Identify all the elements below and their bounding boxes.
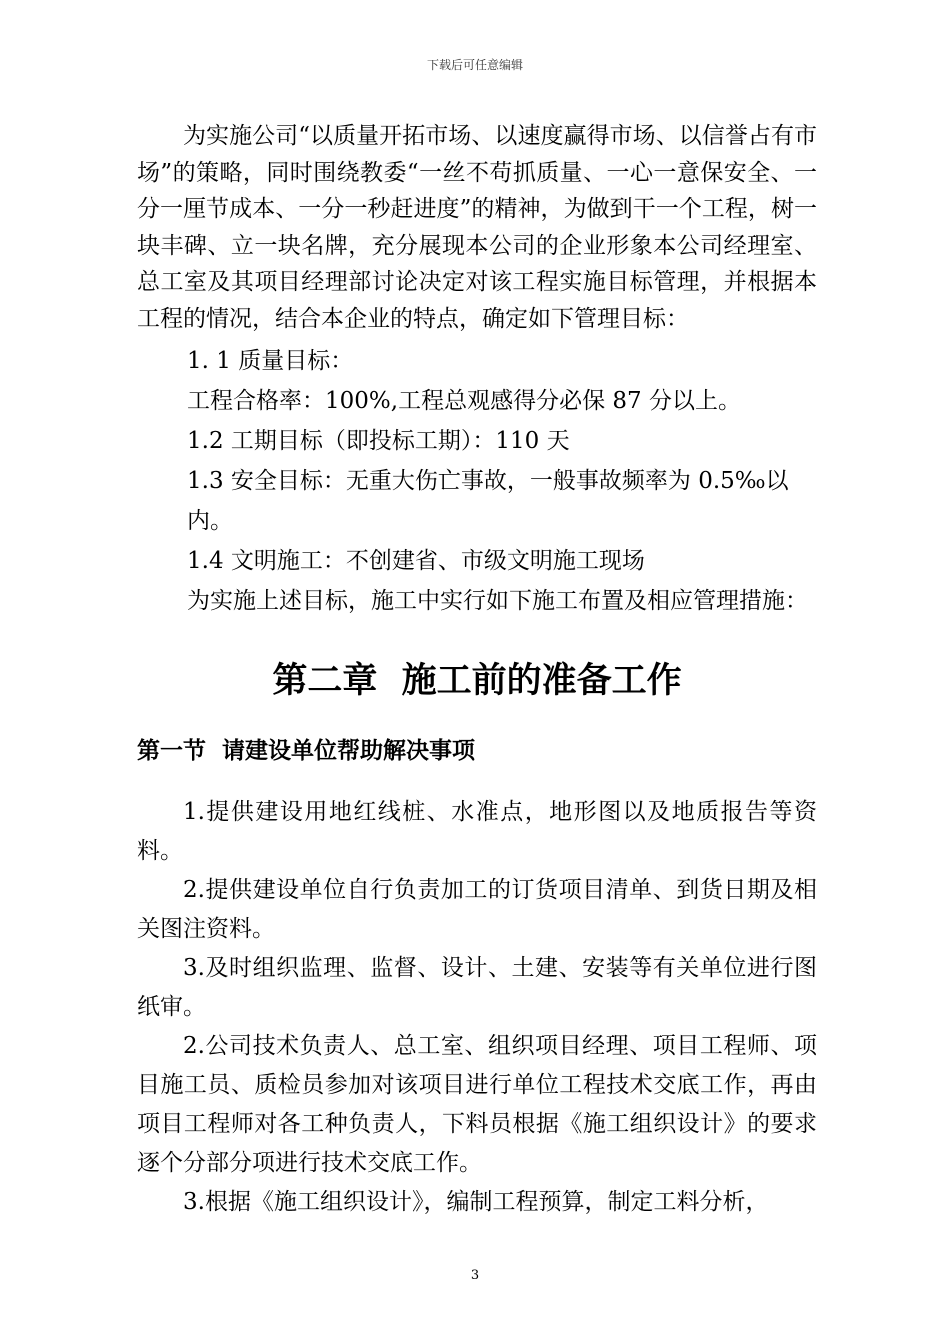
goal-quality-heading: 1. 1 质量目标： — [187, 348, 354, 374]
list-item: 2.公司技术负责人、总工室、组织项目经理、项目工程师、项目施工员、质检员参加对该项目进行单位工程技术交底工作，再由项目工程师对各工种负责人，下料员根据《施工组织设计》的要求逐个分部分项进行技术交底工作。 — [137, 1033, 817, 1176]
list-item: 3.及时组织监理、监督、设计、土建、安装等有关单位进行图纸审。 — [137, 955, 817, 1020]
section-title: 第一节 请建设单位帮助解决事项 — [137, 738, 476, 764]
page-number: 3 — [470, 1268, 480, 1283]
list-item: 3.根据《施工组织设计》，编制工程预算，制定工料分析， — [183, 1189, 769, 1215]
items-list — [137, 793, 817, 1222]
list-item: 1.提供建设用地红线桩、水准点，地形图以及地质报告等资料。 — [137, 799, 817, 864]
page-header: 下载后可任意编辑 — [426, 58, 523, 72]
goal-summary: 为实施上述目标，施工中实行如下施工布置及相应管理措施： — [187, 588, 808, 614]
list-item: 2.提供建设单位自行负责加工的订货项目清单、到货日期及相关图注资料。 — [137, 877, 817, 942]
goal-schedule: 1.2 工期目标（即投标工期）：110 天 — [187, 428, 570, 454]
chapter-title: 第二章 施工前的准备工作 — [272, 661, 682, 701]
goal-quality-detail: 工程合格率：100%,工程总观感得分必保 87 分以上。 — [187, 388, 741, 414]
goals-list — [137, 341, 817, 621]
goal-safety: 1.3 安全目标：无重大伤亡事故，一般事故频率为 0.5‰以内。 — [187, 468, 789, 534]
intro-paragraph: 为实施公司“以质量开拓市场、以速度赢得市场、以信誉占有市场”的策略，同时围绕教委“一丝不苟抓质量、一心一意保安全、一分一厘节成本、一分一秒赶进度”的精神，为做到干一个工程，树一块丰碑、立一块名牌，充分展现本公司的企业形象本公司经理室、总工室及其项目经理部讨论决定对该工程实施目标管理，并根据本工程的情况，结合本企业的特点，确定如下管理目标： — [137, 123, 817, 332]
goal-civilized-construction: 1.4 文明施工：不创建省、市级文明施工现场 — [187, 548, 645, 574]
document-body — [137, 118, 817, 1222]
